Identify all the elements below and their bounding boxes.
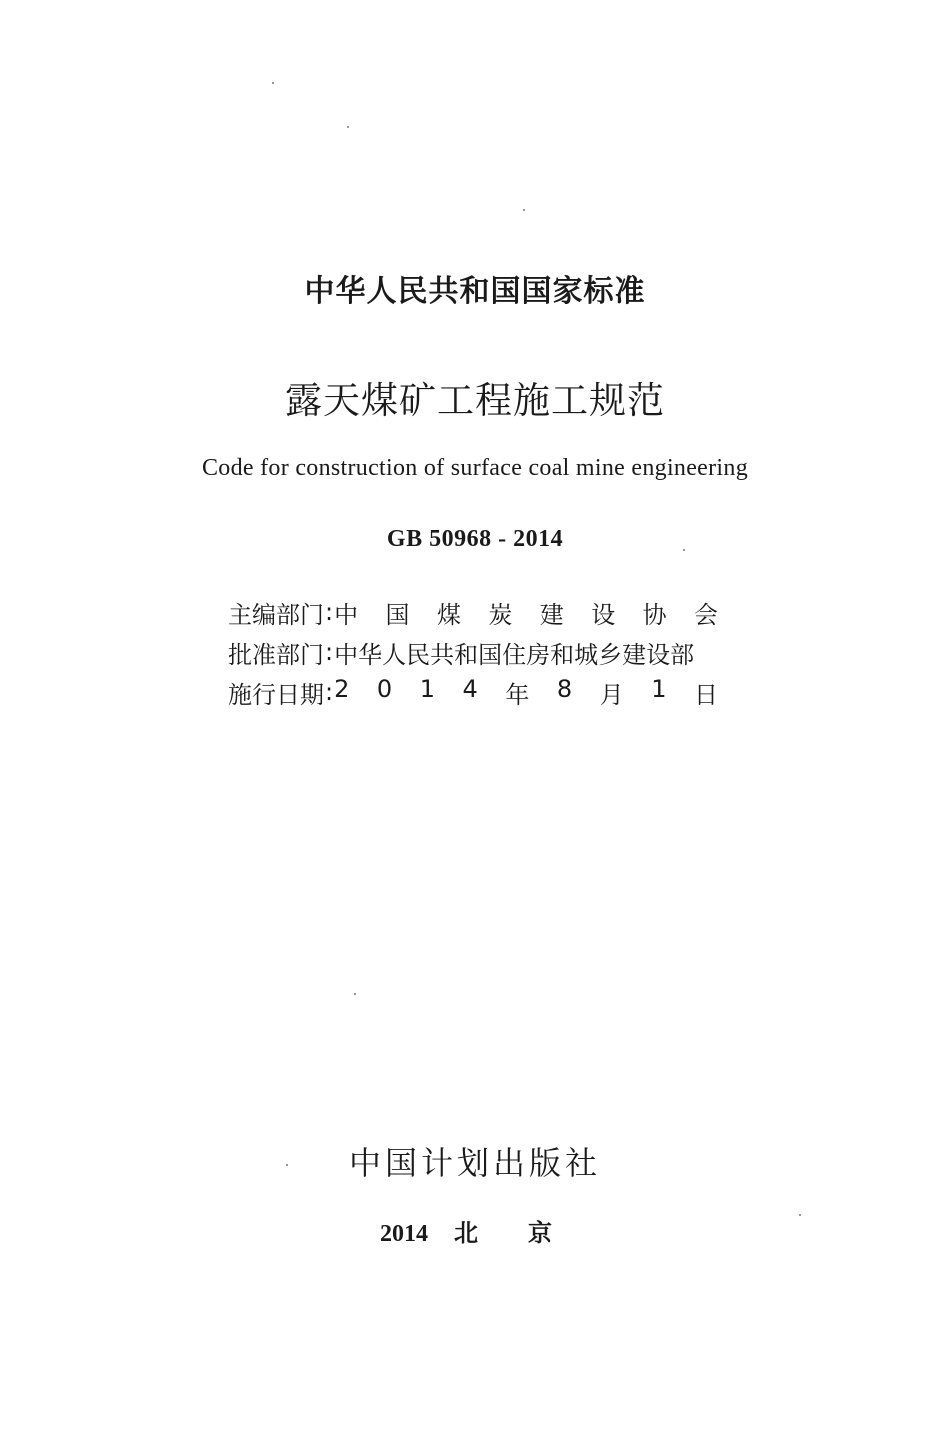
chief-editor-label: 主编部门 [228,600,324,629]
publication-city-char: 京 [528,1219,552,1247]
publication-year-place [380,1213,552,1248]
effective-date-label: 施行日期 [228,680,324,709]
publication-city-char: 北 [454,1219,478,1247]
chief-editor-char: 设 [591,600,616,629]
info-block [228,592,748,712]
effective-date-char: 8 [556,674,573,703]
effective-date-char: 月 [599,680,624,709]
publication-year: 2014 [380,1221,428,1247]
standard-type-heading: 中华人民共和国国家标准 [304,274,646,309]
chief-editor-row [228,592,748,632]
chief-editor-char: 会 [694,600,719,629]
title-english: Code for construction of surface coal mine engineering [201,455,748,481]
chief-editor-value [334,595,718,630]
scan-speck [523,209,525,211]
scan-speck [799,1214,801,1216]
chief-editor-char: 炭 [488,600,513,629]
approver-value: 中华人民共和国住房和城乡建设部 [334,640,695,669]
chief-editor-char: 国 [385,600,410,629]
scan-speck [347,126,349,128]
effective-date-char: 日 [694,680,719,709]
scan-speck [272,82,274,84]
title-chinese: 露天煤矿工程施工规范 [285,379,665,422]
effective-date-colon: : [325,678,334,706]
effective-date-char: 2 [334,674,350,703]
chief-editor-char: 中 [334,600,359,629]
effective-date-row [228,672,748,712]
approver-colon: : [325,638,334,666]
scan-speck [286,1164,288,1166]
chief-editor-char: 建 [539,600,564,629]
chief-editor-char: 协 [642,600,667,629]
approver-label: 批准部门 [228,640,324,669]
effective-date-char: 0 [376,674,393,703]
publisher-name: 中国计划出版社 [348,1144,601,1182]
effective-date-char: 4 [462,674,478,703]
effective-date-char: 年 [505,680,530,709]
effective-date-char: 1 [419,674,435,703]
chief-editor-colon: : [325,598,334,626]
effective-date-char: 1 [651,674,667,703]
effective-date-value [334,675,718,710]
scan-speck [354,993,356,995]
standard-code: GB 50968 - 2014 [386,526,564,552]
scan-speck [683,549,685,551]
approver-row [228,632,748,672]
chief-editor-char: 煤 [436,600,461,629]
